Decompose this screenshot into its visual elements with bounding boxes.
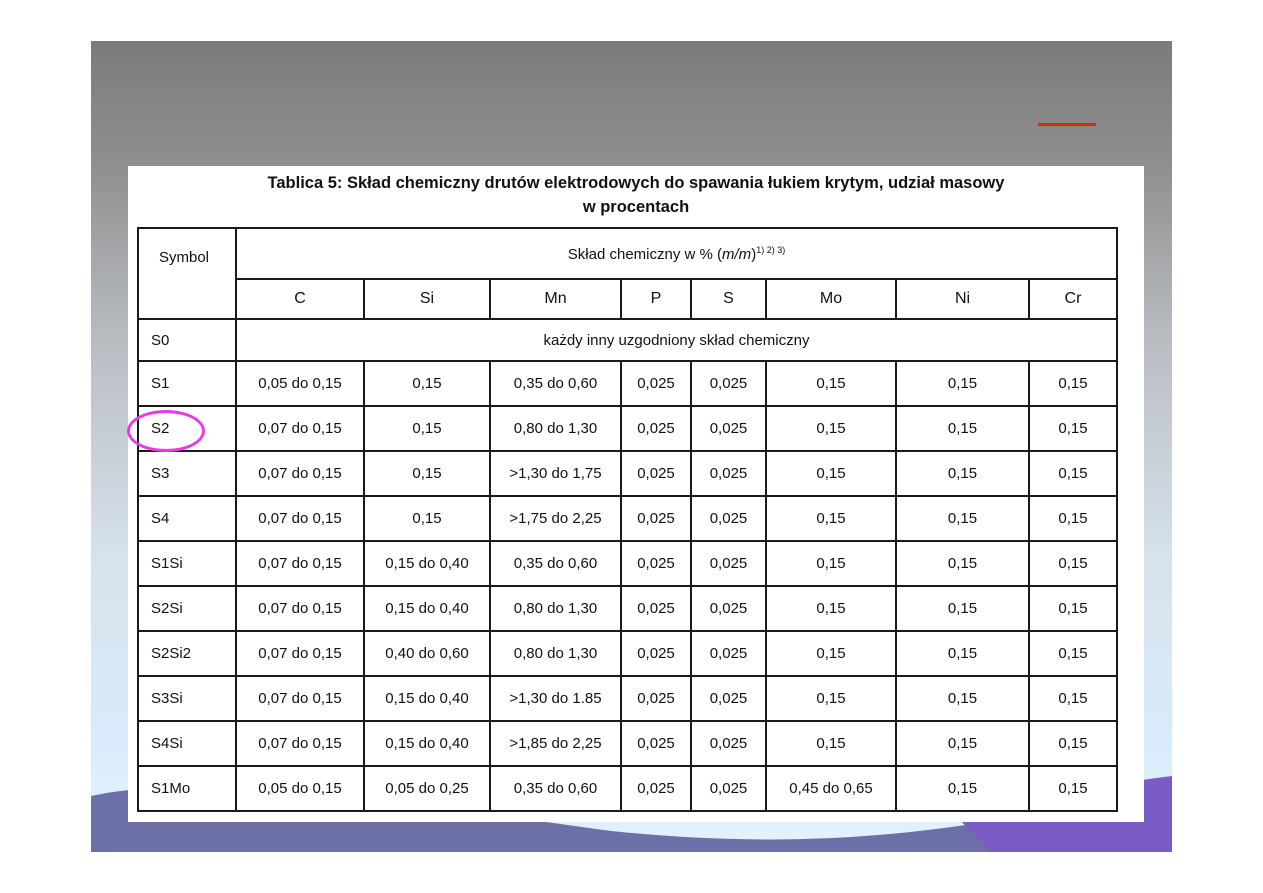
row-symbol: S3 xyxy=(138,451,236,496)
cell-p: 0,025 xyxy=(621,631,691,676)
composition-unit: m/m xyxy=(722,245,752,263)
cell-s: 0,025 xyxy=(691,631,766,676)
cell-mn: >1,30 do 1,75 xyxy=(490,451,621,496)
cell-c: 0,07 do 0,15 xyxy=(236,586,364,631)
header-row-elements xyxy=(138,279,1117,319)
row-symbol: S2 xyxy=(138,406,236,451)
row-symbol: S1Mo xyxy=(138,766,236,811)
cell-c: 0,07 do 0,15 xyxy=(236,496,364,541)
table-caption-line-2: w procentach xyxy=(582,198,690,216)
cell-c: 0,05 do 0,15 xyxy=(236,361,364,406)
element-header-si: Si xyxy=(364,279,490,319)
cell-c: 0,07 do 0,15 xyxy=(236,406,364,451)
element-header-s: S xyxy=(691,279,766,319)
cell-c: 0,07 do 0,15 xyxy=(236,676,364,721)
cell-mn: >1,30 do 1.85 xyxy=(490,676,621,721)
row-symbol: S3Si xyxy=(138,676,236,721)
cell-c: 0,07 do 0,15 xyxy=(236,451,364,496)
composition-table-frame xyxy=(137,227,1118,812)
row-symbol: S1Si xyxy=(138,541,236,586)
row-symbol: S4 xyxy=(138,496,236,541)
cell-cr: 0,15 xyxy=(1029,361,1117,406)
cell-s: 0,025 xyxy=(691,451,766,496)
cell-si: 0,15 do 0,40 xyxy=(364,586,490,631)
cell-mn: 0,35 do 0,60 xyxy=(490,361,621,406)
cell-cr: 0,15 xyxy=(1029,541,1117,586)
cell-mo: 0,15 xyxy=(766,406,896,451)
cell-mo: 0,15 xyxy=(766,496,896,541)
element-header-cr: Cr xyxy=(1029,279,1117,319)
cell-si: 0,05 do 0,25 xyxy=(364,766,490,811)
cell-mn: 0,80 do 1,30 xyxy=(490,586,621,631)
cell-cr: 0,15 xyxy=(1029,451,1117,496)
cell-ni: 0,15 xyxy=(896,361,1029,406)
element-header-ni: Ni xyxy=(896,279,1029,319)
cell-cr: 0,15 xyxy=(1029,721,1117,766)
table-row xyxy=(138,496,1117,541)
cell-s: 0,025 xyxy=(691,721,766,766)
cell-p: 0,025 xyxy=(621,676,691,721)
cell-s: 0,025 xyxy=(691,406,766,451)
table-row xyxy=(138,766,1117,811)
table-row-s0 xyxy=(138,319,1117,361)
row-symbol: S2Si2 xyxy=(138,631,236,676)
cell-s: 0,025 xyxy=(691,496,766,541)
cell-mo: 0,15 xyxy=(766,541,896,586)
cell-s: 0,025 xyxy=(691,541,766,586)
row-symbol: S1 xyxy=(138,361,236,406)
table-row xyxy=(138,406,1117,451)
s0-description: każdy inny uzgodniony skład chemiczny xyxy=(236,319,1117,361)
cell-mo: 0,15 xyxy=(766,676,896,721)
table-row xyxy=(138,721,1117,766)
cell-mn: >1,85 do 2,25 xyxy=(490,721,621,766)
cell-p: 0,025 xyxy=(621,586,691,631)
cell-si: 0,15 do 0,40 xyxy=(364,541,490,586)
cell-ni: 0,15 xyxy=(896,721,1029,766)
cell-c: 0,07 do 0,15 xyxy=(236,541,364,586)
cell-s: 0,025 xyxy=(691,766,766,811)
table-row xyxy=(138,361,1117,406)
row-symbol: S0 xyxy=(138,319,236,361)
cell-ni: 0,15 xyxy=(896,451,1029,496)
cell-p: 0,025 xyxy=(621,496,691,541)
table-caption xyxy=(128,171,1144,219)
cell-p: 0,025 xyxy=(621,721,691,766)
cell-ni: 0,15 xyxy=(896,631,1029,676)
cell-s: 0,025 xyxy=(691,361,766,406)
composition-table xyxy=(137,227,1118,812)
cell-ni: 0,15 xyxy=(896,766,1029,811)
table-caption-line-1: Tablica 5: Skład chemiczny drutów elektrodowych do spawania łukiem krytym, udział masowy xyxy=(267,174,1005,192)
cell-cr: 0,15 xyxy=(1029,631,1117,676)
cell-mn: 0,80 do 1,30 xyxy=(490,406,621,451)
table-row xyxy=(138,631,1117,676)
cell-cr: 0,15 xyxy=(1029,766,1117,811)
cell-cr: 0,15 xyxy=(1029,496,1117,541)
cell-ni: 0,15 xyxy=(896,541,1029,586)
table-row xyxy=(138,451,1117,496)
cell-p: 0,025 xyxy=(621,406,691,451)
cell-mo: 0,15 xyxy=(766,361,896,406)
composition-header-label: Skład chemiczny w % xyxy=(567,245,713,263)
element-header-c: C xyxy=(236,279,364,319)
table-row xyxy=(138,676,1117,721)
scanned-table-document xyxy=(128,166,1144,822)
cell-mo: 0,15 xyxy=(766,721,896,766)
cell-si: 0,15 xyxy=(364,496,490,541)
cell-si: 0,15 do 0,40 xyxy=(364,721,490,766)
cell-p: 0,025 xyxy=(621,361,691,406)
table-row xyxy=(138,586,1117,631)
cell-s: 0,025 xyxy=(691,586,766,631)
row-symbol: S4Si xyxy=(138,721,236,766)
row-symbol: S2Si xyxy=(138,586,236,631)
element-header-mn: Mn xyxy=(490,279,621,319)
cell-si: 0,15 xyxy=(364,451,490,496)
cell-c: 0,07 do 0,15 xyxy=(236,631,364,676)
cell-ni: 0,15 xyxy=(896,586,1029,631)
cell-mo: 0,15 xyxy=(766,586,896,631)
cell-p: 0,025 xyxy=(621,766,691,811)
cell-si: 0,15 xyxy=(364,361,490,406)
symbol-column-header: Symbol xyxy=(138,228,236,319)
cell-cr: 0,15 xyxy=(1029,586,1117,631)
cell-c: 0,07 do 0,15 xyxy=(236,721,364,766)
cell-p: 0,025 xyxy=(621,541,691,586)
cell-si: 0,40 do 0,60 xyxy=(364,631,490,676)
composition-footnotes: 1) 2) 3) xyxy=(756,244,786,255)
cell-mo: 0,15 xyxy=(766,451,896,496)
cell-cr: 0,15 xyxy=(1029,676,1117,721)
cell-mn: 0,35 do 0,60 xyxy=(490,541,621,586)
cell-si: 0,15 xyxy=(364,406,490,451)
header-row-composition xyxy=(138,228,1117,279)
table-row xyxy=(138,541,1117,586)
element-header-mo: Mo xyxy=(766,279,896,319)
cell-mn: 0,80 do 1,30 xyxy=(490,631,621,676)
cell-mn: >1,75 do 2,25 xyxy=(490,496,621,541)
cell-ni: 0,15 xyxy=(896,406,1029,451)
cell-cr: 0,15 xyxy=(1029,406,1117,451)
cell-mn: 0,35 do 0,60 xyxy=(490,766,621,811)
cell-s: 0,025 xyxy=(691,676,766,721)
element-header-p: P xyxy=(621,279,691,319)
cell-mo: 0,45 do 0,65 xyxy=(766,766,896,811)
cell-mo: 0,15 xyxy=(766,631,896,676)
composition-header: Skład chemiczny w % $(m/m)^{1) 2) 3)}$ xyxy=(236,228,1117,279)
cell-ni: 0,15 xyxy=(896,676,1029,721)
cell-c: 0,05 do 0,15 xyxy=(236,766,364,811)
cell-p: 0,025 xyxy=(621,451,691,496)
cell-ni: 0,15 xyxy=(896,496,1029,541)
cell-si: 0,15 do 0,40 xyxy=(364,676,490,721)
